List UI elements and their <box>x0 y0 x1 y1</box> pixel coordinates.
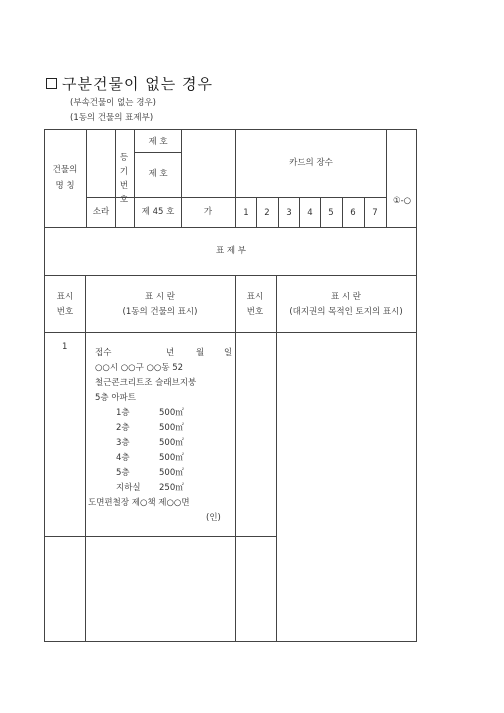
col-left-label-1: 표 시 란 <box>144 292 176 302</box>
year-label: 년 <box>166 348 175 358</box>
entry-number: 1 <box>62 342 68 352</box>
registry-char-3: 번 <box>119 181 129 191</box>
card-number: 4 <box>307 208 313 218</box>
je-ho-label-2: 제 호 <box>148 169 168 179</box>
col-rno-label-2: 번호 <box>246 307 264 317</box>
floor-label: 3층 <box>116 438 130 448</box>
seal-mark: (인) <box>206 513 221 523</box>
col-rno-label-1: 표시 <box>246 292 264 302</box>
floor-area: 500㎡ <box>159 408 184 418</box>
floor-label: 지하실 <box>116 483 141 493</box>
col-no-label-2: 번호 <box>56 307 74 317</box>
card-number: 1 <box>243 208 249 218</box>
card-mark: ①-○ <box>392 196 412 206</box>
col-right-label-2: (대지권의 목적인 토지의 표시) <box>289 307 403 317</box>
month-label: 월 <box>196 348 205 358</box>
building-type-text: 5층 아파트 <box>95 393 136 403</box>
card-number: 3 <box>286 208 292 218</box>
drawing-reference: 도면편철장 제○책 제○○면 <box>88 498 190 508</box>
floor-area: 500㎡ <box>159 423 184 433</box>
page-title: 구분건물이 없는 경우 <box>46 73 213 94</box>
address-text: ○○시 ○○구 ○○동 52 <box>95 363 184 373</box>
floor-area: 250㎡ <box>159 483 184 493</box>
floor-label: 4층 <box>116 453 130 463</box>
card-number: 6 <box>350 208 356 218</box>
checkbox-square-icon <box>46 78 57 89</box>
card-count-label: 카드의 장수 <box>289 158 333 168</box>
col-right-label-1: 표 시 란 <box>330 292 362 302</box>
floor-label: 1층 <box>116 408 130 418</box>
building-name-label-1: 건물의 <box>52 165 78 175</box>
floor-area: 500㎡ <box>159 438 184 448</box>
card-number: 7 <box>372 208 378 218</box>
col-no-label-1: 표시 <box>56 292 74 302</box>
ga-mark: 가 <box>203 207 213 217</box>
registry-number-value: 제 45 호 <box>141 207 175 217</box>
structure-text: 철근콘크리트조 슬래브지붕 <box>95 378 197 388</box>
registry-char-1: 등 <box>119 153 129 163</box>
building-name-label-2: 명 칭 <box>55 181 75 191</box>
registry-char-2: 기 <box>119 167 129 177</box>
floor-area: 500㎡ <box>159 453 184 463</box>
day-label: 일 <box>224 348 233 358</box>
floor-area: 500㎡ <box>159 468 184 478</box>
subtitle-2: (1동의 건물의 표제부) <box>70 113 154 123</box>
je-ho-label-1: 제 호 <box>148 137 168 147</box>
subtitle-1: (부속건물이 없는 경우) <box>70 98 156 108</box>
section-title: 표 제 부 <box>215 246 247 256</box>
floor-label: 2층 <box>116 423 130 433</box>
col-left-label-2: (1동의 건물의 표시) <box>122 307 198 317</box>
card-number: 2 <box>264 208 270 218</box>
received-label: 접수 <box>95 348 112 358</box>
registry-char-4: 호 <box>119 195 129 205</box>
card-number: 5 <box>328 208 334 218</box>
floor-label: 5층 <box>116 468 130 478</box>
building-name-value: 소라 <box>92 207 110 217</box>
